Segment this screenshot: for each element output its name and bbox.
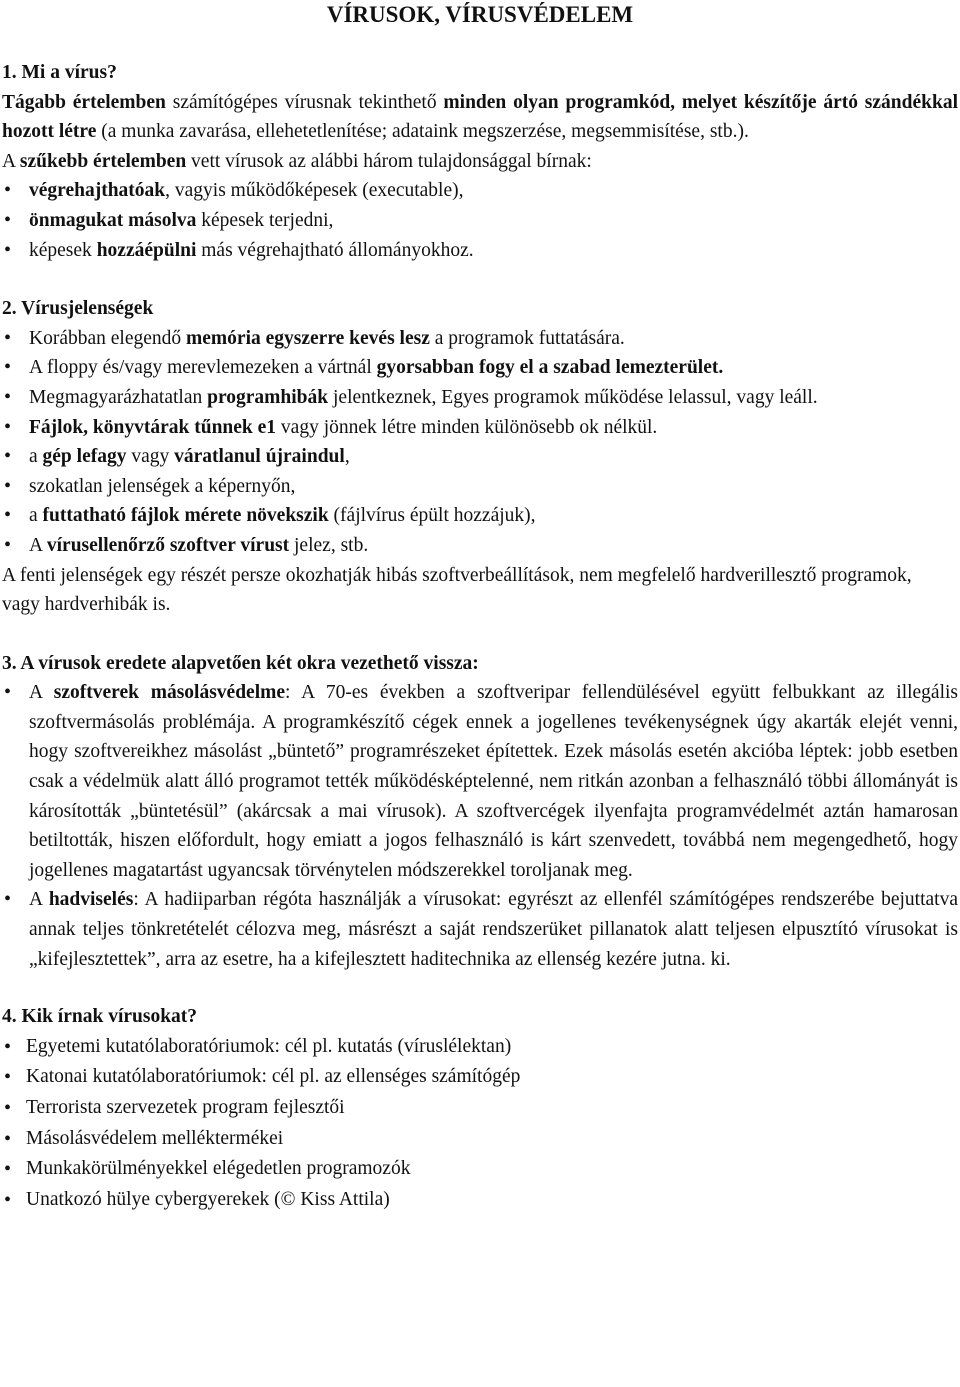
list-item — [2, 442, 958, 472]
s2-closing-paragraph — [2, 561, 958, 620]
text-run: számítógépes vírusnak tekinthető — [165, 91, 444, 113]
section-2-heading: 2. Vírusjelenségek — [2, 298, 154, 320]
spacer — [2, 265, 958, 294]
list-item — [2, 885, 958, 974]
text-run: a — [29, 505, 43, 527]
s1-bullet-list — [2, 176, 958, 265]
text-run: (fájlvírus épült hozzájuk), — [328, 505, 536, 527]
section-2 — [2, 294, 958, 620]
bold-text-run: Fájlok, könyvtárak tűnnek e1 — [29, 416, 277, 438]
text-run: vagy — [126, 446, 175, 468]
bold-text-run: gyorsabban fogy el a szabad lemezterület. — [376, 357, 724, 379]
bold-text-run: minden olyan programkód, melyet készítője ártó szándékkal hozott létre — [2, 91, 958, 143]
text-run: a programok futtatására. — [429, 327, 625, 349]
text-run: jelez, stb. — [289, 534, 369, 556]
title-text: VÍRUSOK, VÍRUSVÉDELEM — [326, 2, 634, 27]
list-item — [2, 678, 958, 885]
bold-text-run: hadviselés — [48, 889, 134, 911]
bold-text-run: gép lefagy — [42, 446, 127, 468]
list-item — [2, 413, 958, 443]
list-item — [2, 501, 958, 531]
text-run: képesek — [29, 239, 97, 261]
bold-text-run: programhibák — [207, 386, 329, 408]
text-run: Megmagyarázhatatlan — [29, 386, 208, 408]
s4-list — [2, 1032, 958, 1216]
text-run: : A 70-es években a szoftveripar fellendülésével együtt felbukkant az illegális szoftvermásolás problémája. A programkészítő cégek ennek a jogellenes tevékenységnek úgy akarták elejét venni, hogy szoftvereikhez másolást „büntető” programrészeket építettek. Ezek másolás esetén akcióba léptek: jobb esetben csak a védelmük alatt álló programot tették működésképtelenné, nem ritkán azonban a felhasználó többi állományát is károsították „büntetésül” (akárcsak a mai vírusok). A szoftvercégek ilyenfajta programvédelmét aztán hamarosan betiltották, hiszen előfordult, hogy emiatt a jogos felhasználó is kárt szenvedett, továbbá nem megengedhető, hogy jogellenes magatartást ugyancsak törvénytelen módszerekkel toroljanak meg. — [29, 682, 959, 881]
text-run: A — [29, 534, 47, 556]
list-item — [2, 176, 958, 206]
spacer — [2, 620, 958, 649]
text-run: vett vírusok az alábbi három tulajdonsággal bírnak: — [186, 150, 592, 172]
document-page — [2, 0, 958, 1215]
list-item — [2, 383, 958, 413]
list-item: • Terrorista szervezetek program fejlesztői — [2, 1093, 958, 1124]
list-item: • Katonai kutatólaboratóriumok: cél pl. az ellenséges számítógép — [2, 1062, 958, 1093]
list-item — [2, 353, 958, 383]
text-run: , vagyis működőképesek (executable), — [165, 180, 464, 202]
text-run: A floppy és/vagy merevlemezeken a vártnál — [29, 357, 377, 379]
text-run: szokatlan jelenségek a képernyőn, — [29, 475, 296, 497]
bold-text-run: szűkebb értelemben — [19, 150, 187, 172]
bold-text-run: futtatható fájlok mérete növekszik — [42, 505, 329, 527]
list-item: • Egyetemi kutatólaboratóriumok: cél pl. kutatás (víruslélektan) — [2, 1032, 958, 1063]
section-4-heading: 4. Kik írnak vírusokat? — [2, 1006, 198, 1028]
text-run: képesek terjedni, — [196, 209, 334, 231]
bold-text-run: végrehajthatóak — [29, 180, 166, 202]
bold-text-run: memória egyszerre kevés lesz — [186, 327, 430, 349]
bold-text-run: hozzáépülni — [96, 239, 197, 261]
section-1-heading: 1. Mi a vírus? — [2, 62, 117, 83]
list-item — [2, 531, 958, 561]
list-item: • Másolásvédelem melléktermékei — [2, 1124, 958, 1155]
text-run: vagy jönnek létre minden különösebb ok nélkül. — [276, 416, 658, 438]
document-title — [2, 0, 958, 30]
text-run: , — [344, 446, 350, 468]
s1-paragraph-2 — [2, 147, 958, 177]
section-3-heading: 3. A vírusok eredete alapvetően két okra vezethető vissza: — [2, 652, 479, 674]
list-item: • Munkakörülményekkel elégedetlen programozók — [2, 1154, 958, 1185]
text-run: más végrehajtható állományokhoz. — [196, 239, 474, 261]
bold-text-run: váratlanul újraindul — [174, 446, 345, 468]
text-run: Korábban elegendő — [29, 327, 187, 349]
s3-bullet-list — [2, 678, 958, 974]
section-3 — [2, 649, 958, 975]
text-run: A — [29, 889, 49, 911]
bold-text-run: Tágabb értelemben — [2, 91, 166, 113]
list-item — [2, 324, 958, 354]
bold-text-run: önmagukat másolva — [29, 209, 197, 231]
text-run: (a munka zavarása, ellehetetlenítése; adataink megszerzése, megsemmisítése, stb.). — [96, 121, 749, 143]
spacer — [2, 30, 958, 58]
text-run: jelentkeznek, Egyes programok működése lelassul, vagy leáll. — [328, 386, 818, 408]
spacer — [2, 974, 958, 1002]
text-run: : A hadiiparban régóta használják a vírusokat: egyrészt az ellenfél számítógépes rendszerébe bejuttatva annak teljes tönkretételét célozva meg, másrészt a saját rendszerüket pillanatok alatt teljesen elpusztító vírusokat is „kifejlesztettek”, arra az esetre, ha a kifejlesztett haditechnika az ellenség kezére jutna. ki. — [29, 889, 958, 970]
section-1 — [2, 58, 958, 265]
bold-text-run: vírusellenőrző szoftver vírust — [46, 534, 290, 556]
list-item — [2, 236, 958, 266]
list-item — [2, 472, 958, 502]
list-item: • Unatkozó hülye cybergyerekek (© Kiss Attila) — [2, 1185, 958, 1216]
text-run: A fenti jelenségek egy részét persze okozhatják hibás szoftverbeállítások, nem megfelelő hardverillesztő programok, vagy hardverhibák is. — [2, 564, 912, 616]
s1-paragraph-1 — [2, 88, 958, 147]
list-item — [2, 206, 958, 236]
text-run: A — [29, 682, 54, 704]
text-run: a — [29, 446, 43, 468]
section-4 — [2, 1002, 958, 1215]
bold-text-run: szoftverek másolásvédelme — [53, 682, 286, 704]
s2-bullet-list — [2, 324, 958, 561]
text-run: A — [2, 150, 20, 172]
